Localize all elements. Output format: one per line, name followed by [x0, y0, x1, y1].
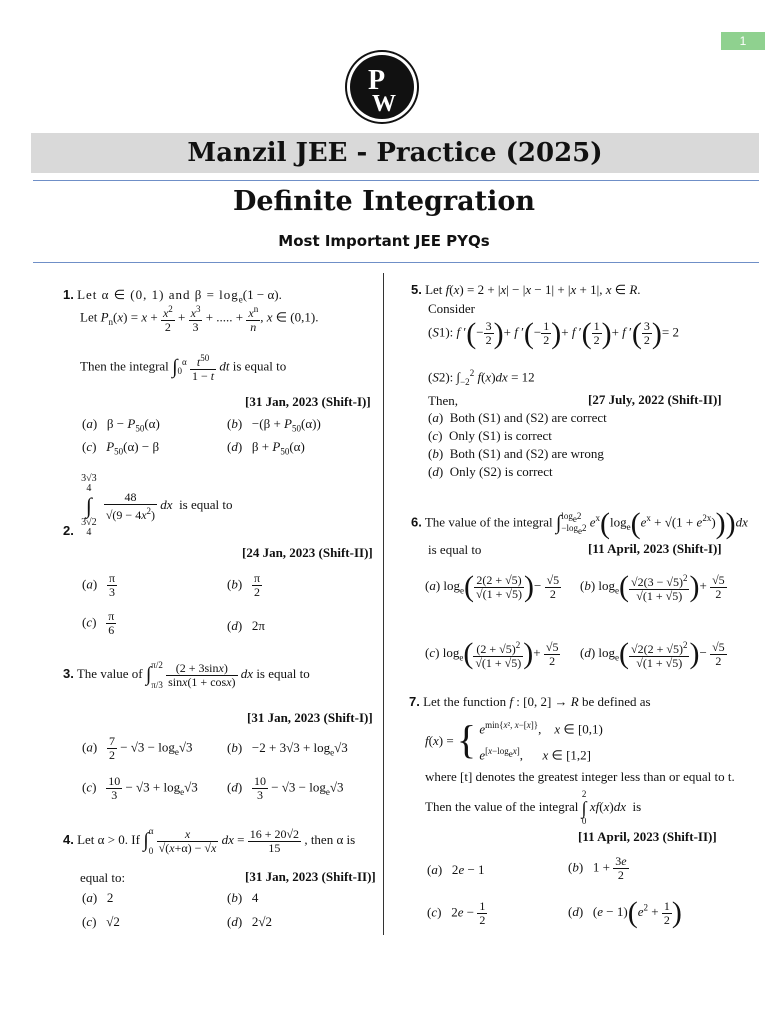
- question-5-statement-2: (S2): $\int_{-2}^2$ f(x)dx = 12: [428, 368, 535, 387]
- divider: [33, 180, 759, 181]
- q4-option-c[interactable]: (c) √2: [82, 914, 120, 929]
- q5-option-a[interactable]: (a) Both (S1) and (S2) are correct: [428, 410, 607, 425]
- q2-option-d[interactable]: (d) 2π: [227, 618, 265, 633]
- question-5-statement-1: (S1): f ′(− $\frac{3}{2}$ )+ f ′(− $\frac{1}{2}$ )+ f ′( $\frac{1}{2}$ )+ f ′( $\frac{3}{2}$ )= 2: [428, 317, 679, 350]
- topic-heading: Definite Integration: [232, 186, 536, 217]
- subtitle: Most Important JEE PYQs: [278, 232, 490, 250]
- q5-option-b[interactable]: (b) Both (S1) and (S2) are wrong: [428, 446, 604, 461]
- column-divider: [383, 273, 384, 935]
- q3-option-b[interactable]: $(b) -2 + 3√3 + \log_e√3$: [227, 740, 348, 758]
- page-number: 1: [721, 32, 765, 50]
- q7-option-b[interactable]: (b) 1 + $\frac{3e}{2}$: [568, 854, 627, 882]
- question-5-then: Then,: [428, 393, 458, 408]
- q4-option-b[interactable]: (b) 4: [227, 890, 259, 905]
- q5-option-c[interactable]: (c) Only (S1) is correct: [428, 428, 552, 443]
- question-1-definition: Let $P_n(x) = x$ + $\frac{x^2}{2}$ + $\frac{x^3}{3}$ + ..... + $\frac{x^n}{n}$ , x ∈ (0,1).: [80, 304, 319, 334]
- q4-option-d[interactable]: (d) 2√2: [227, 914, 273, 929]
- q7-option-d[interactable]: (d) $(e - 1)(e^2$ + $\frac{1}{2}$ ): [568, 896, 682, 929]
- question-2-reference: [24 Jan, 2023 (Shift-II)]: [242, 545, 373, 560]
- question-7-piecewise: f(x) = { $e^{min\{x^2, x-[x]\}}$, x ∈ [0,1) e[x−logex], x ∈ [1,2]: [425, 717, 603, 763]
- question-6-line2: is equal to: [428, 542, 482, 557]
- pw-logo-icon: [350, 55, 414, 119]
- q6-option-b[interactable]: (b) $\log_e$( $\frac{√2(3 - √5)^2}{√(1 + √5)}$ )+ $\frac{√5}{2}$: [580, 570, 725, 603]
- question-5: 5. Let f(x) = 2 + |x| − |x − 1| + |x + 1|, x ∈ R.: [411, 282, 641, 297]
- question-7-line3: where [t] denotes the greatest integer less than or equal to t.: [425, 769, 735, 784]
- question-3: 3. The value of ∫π/2 π/3 $\frac{(2 + 3\sin x)}{\sin x(1 + \cos x)}$ dx is equal to: [63, 660, 310, 690]
- q1-option-d[interactable]: (d) $\beta + P_{50}(\alpha)$: [227, 439, 305, 457]
- q1-option-b[interactable]: $(b) -(\beta + P_{50}(\alpha))$: [227, 416, 321, 434]
- q3-option-d[interactable]: (d) $\frac{10}{3}$ − $√3 - \log_e√3$: [227, 774, 344, 802]
- q6-option-a[interactable]: (a) $\log_e$( $\frac{2(2 + √5)}{√(1 + √5)}$ )− $\frac{√5}{2}$: [425, 570, 560, 603]
- q7-option-a[interactable]: (a) 2e − 1: [427, 862, 485, 877]
- q3-option-c[interactable]: (c) $\frac{10}{3}$ − $√3 + \log_e√3$: [82, 774, 198, 802]
- q2-option-c[interactable]: (c) $\frac{\pi}{6}$: [82, 609, 115, 637]
- pw-logo: [350, 55, 414, 119]
- question-3-reference: [31 Jan, 2023 (Shift-I)]: [247, 710, 373, 725]
- question-4-reference: [31 Jan, 2023 (Shift-II)]: [245, 869, 376, 884]
- question-7-integral: Then the value of the integral 2 ∫ 0 xf(x)dx is: [425, 789, 642, 826]
- question-7: 7. Let the function f : [0, 2] → R be defined as: [409, 694, 651, 709]
- question-4: 4. Let α > 0. If ∫α 0 $\frac{x}{√(x+\alpha) - √x}$ dx = $\frac{16 + 20√2}{15}$ , then α is: [63, 826, 356, 856]
- svg-text:P: P: [368, 65, 386, 96]
- question-1-reference: [31 Jan, 2023 (Shift-I)]: [245, 394, 371, 409]
- question-6-reference: [11 April, 2023 (Shift-I)]: [588, 541, 722, 556]
- q2-option-b[interactable]: (b) $\frac{\pi}{2}$: [227, 571, 260, 599]
- svg-text:W: W: [372, 91, 396, 117]
- q1-option-a[interactable]: (a) $\beta - P_{50}(\alpha)$: [82, 416, 160, 434]
- question-6: 6. The value of the integral ∫loge2 −loge2 $e^x(\log_e(e^x + √(1 + e^{2x})))dx$: [411, 506, 748, 540]
- q5-option-d[interactable]: (d) Only (S2) is correct: [428, 464, 553, 479]
- divider: [33, 262, 759, 263]
- page-title: Manzil JEE - Practice (2025): [31, 133, 759, 173]
- q7-option-c[interactable]: (c) 2e − $\frac{1}{2}$: [427, 899, 486, 927]
- question-1-integral: Then the integral $\int_0^\alpha$ $\frac{t^{50}}{1 - t}$ dt is equal to: [80, 353, 287, 383]
- q6-option-c[interactable]: (c) $\log_e$( $\frac{(2 + √5)^2}{√(1 + √5)}$ )+ $\frac{√5}{2}$: [425, 637, 559, 670]
- question-7-reference: [11 April, 2023 (Shift-II)]: [578, 829, 717, 844]
- q6-option-d[interactable]: (d) $\log_e$( $\frac{√2(2 + √5)^2}{√(1 + √5)}$ )− $\frac{√5}{2}$: [580, 637, 725, 670]
- question-1: 1. Let α ∈ (0, 1) and $\beta = \log_e(1 - \alpha)$.: [63, 287, 282, 305]
- q2-option-a[interactable]: (a) $\frac{\pi}{3}$: [82, 571, 115, 599]
- question-5-reference: [27 July, 2022 (Shift-II)]: [588, 392, 722, 407]
- q1-option-c[interactable]: (c) $P_{50}(\alpha) - \beta$: [82, 439, 160, 457]
- question-2: 2. 3√3 4 ∫ 3√2 4 $\frac{48}{√(9 - 4x^2)}$ dx is equal to: [63, 473, 233, 538]
- q4-option-a[interactable]: (a) 2: [82, 890, 114, 905]
- question-5-consider: Consider: [428, 301, 475, 316]
- q3-option-a[interactable]: (a) $\frac{7}{2}$ − $√3 - \log_e√3$: [82, 734, 193, 762]
- question-4-line2: equal to:: [80, 870, 126, 885]
